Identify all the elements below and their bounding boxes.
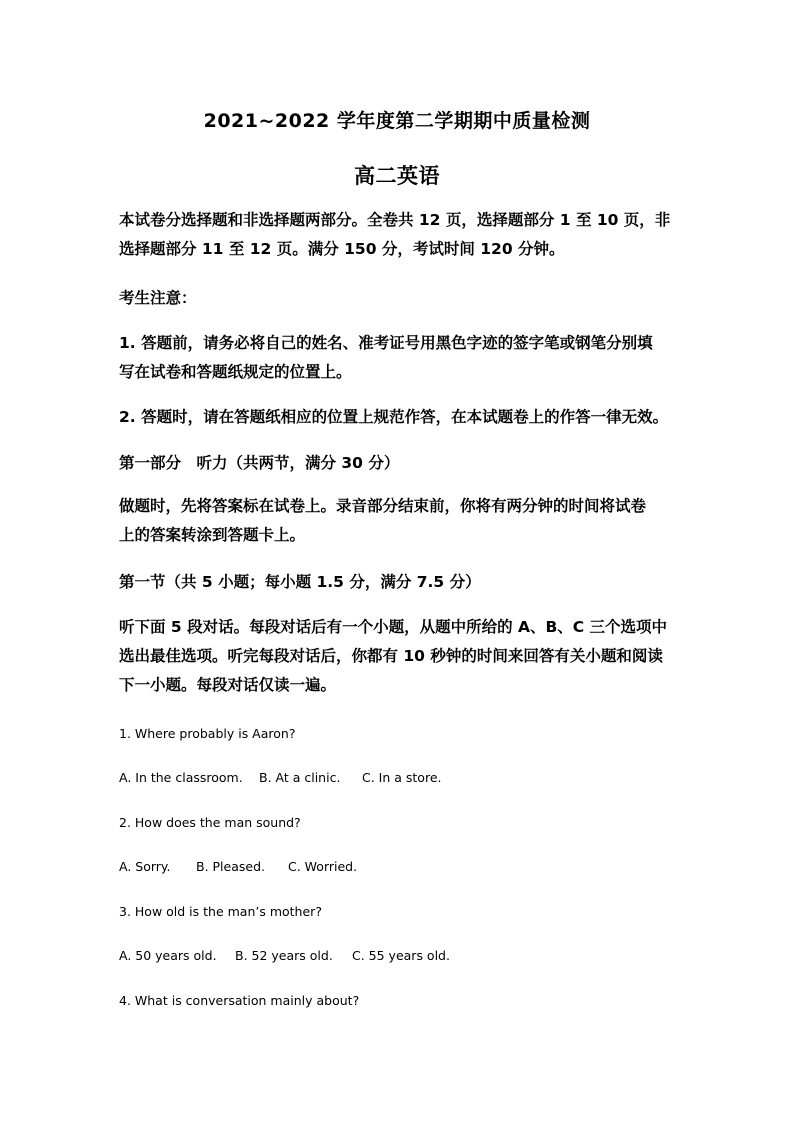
option-b: B. At a clinic. [259,770,341,785]
option-c: C. Worried. [288,859,358,874]
intro-paragraph [119,206,679,264]
section1-heading: 第一节（共 5 小题；每小题 1.5 分，满分 7.5 分） [119,573,481,591]
instruction-line: 选出最佳选项。听完每段对话后，你都有 10 秒钟的时间来回答有关小题和阅读 [119,647,663,665]
part1-instructions [119,492,679,550]
question-1-stem: 1. Where probably is Aaron? [119,726,296,741]
question-3-stem: 3. How old is the man’s mother? [119,904,322,919]
notice-line: 1. 答题前，请务必将自己的姓名、准考证号用黑色字迹的签字笔或钢笔分别填 [119,334,653,352]
question-4-stem: 4. What is conversation mainly about? [119,993,360,1008]
option-c: C. 55 years old. [352,948,450,963]
question-2-options [119,859,357,874]
instruction-line: 做题时，先将答案标在试卷上。录音部分结束前，你将有两分钟的时间将试卷 [119,497,647,515]
option-a: A. 50 years old. [119,948,217,963]
exam-title: 2021~2022 学年度第二学期期中质量检测 [203,110,591,132]
instruction-line: 下一小题。每段对话仅读一遍。 [119,676,337,694]
section1-instructions [119,613,679,700]
option-b: B. 52 years old. [235,948,333,963]
notice-line: 写在试卷和答题纸规定的位置上。 [119,363,352,381]
notice-item-1 [119,329,679,387]
option-a: A. Sorry. [119,859,171,874]
instruction-line: 听下面 5 段对话。每段对话后有一个小题，从题中所给的 A、B、C 三个选项中 [119,618,668,636]
part1-heading: 第一部分 听力（共两节，满分 30 分） [119,454,400,472]
intro-line: 本试卷分选择题和非选择题两部分。全卷共 12 页，选择题部分 1 至 10 页，非 [119,211,671,229]
notice-heading: 考生注意： [119,289,197,307]
intro-line: 选择题部分 11 至 12 页。满分 150 分，考试时间 120 分钟。 [119,240,565,258]
instruction-line: 上的答案转涂到答题卡上。 [119,526,306,544]
exam-subject: 高二英语 [354,164,440,188]
option-a: A. In the classroom. [119,770,243,785]
option-b: B. Pleased. [196,859,265,874]
question-1-options [119,770,441,785]
notice-item-2: 2. 答题时，请在答题纸相应的位置上规范作答，在本试题卷上的作答一律无效。 [119,408,669,426]
question-2-stem: 2. How does the man sound? [119,815,301,830]
question-3-options [119,948,450,963]
option-c: C. In a store. [362,770,442,785]
